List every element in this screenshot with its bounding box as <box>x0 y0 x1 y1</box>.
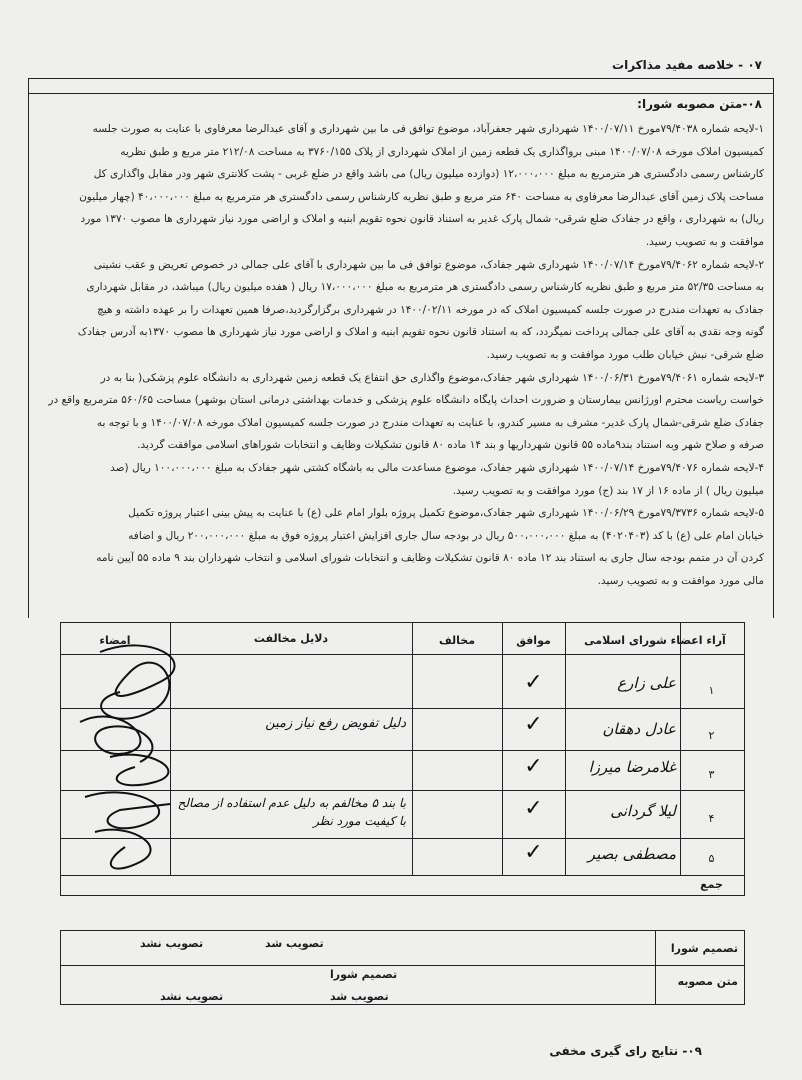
row-number: ۵ <box>708 852 715 865</box>
resolution-line: صرفه و صلاح شهر وبه استناد بند۹ماده ۵۵ قانون شهرداریها و بند ۱۴ ماده ۸۰ قانون تشکیلات وظایف و انتخابات شوراهای اسلامی موافقت گردید. <box>137 439 764 452</box>
resolution-line: کمیسیون املاک مورخه ۱۴۰۰/۰۷/۰۸ مبنی برواگذاری یک قطعه زمین از املاک شهرداری از پلاک ۳۷۶۰/۱۵۵ به مساحت ۲۱۲/۰۸ متر مربع و طبق نظریه <box>120 145 764 158</box>
decision-approved: تصویب شد <box>265 937 324 950</box>
section7-top-rule <box>28 78 773 79</box>
resolution-line: جفادک ضلع شرقی-شمال پارک غدیر- مشرف به مسیر کندرو، با عنایت به تعهدات مندرج در صورت جلسه کمیسیون املاک مورخه ۱۴۰۰/۰۷/۰۸ و با توجه به <box>96 416 764 429</box>
resolution-not-approved: تصویب نشد <box>160 990 224 1003</box>
signature-mark <box>110 755 168 786</box>
section7-title: ۰۷ - خلاصه مفید مذاکرات <box>612 58 762 72</box>
section-right-border <box>773 78 774 618</box>
section8-title: ۰۸-متن مصوبه شورا: <box>637 97 762 111</box>
row-number: ۳ <box>708 768 715 781</box>
row-number: ۱ <box>708 684 715 697</box>
resolution-line: کارشناس رسمی دادگستری هر مترمربع به مبلغ ۱۲،۰۰۰،۰۰۰ (دوازده میلیون ریال) می باشد واقع در ضلع غربی - پشت کلانتری شهر ودر مقابل واگذاری کل <box>93 168 764 181</box>
agree-check: ✓ <box>524 840 543 865</box>
resolution-line: خواست ریاست محترم اورژانس بیمارستان و ضرورت احداث پایگاه دانشگاه علوم پزشکی و خدمات بهداشتی درمانی استان بوشهر) مساحت ۵۶۰/۶۵ مترمربع واقع در <box>48 394 764 407</box>
header-agree: موافق <box>516 634 551 647</box>
votes-col-rule <box>565 622 566 876</box>
votes-col-rule <box>412 622 413 876</box>
resolution-line: موافقت و به تصویب رسید. <box>645 235 764 248</box>
section9-title: ۰۹- نتایج رای گیری مخفی <box>549 1044 702 1058</box>
resolution-line: ۵-لایحه شماره ۷۹/۳۷۳۶مورخ ۱۴۰۰/۰۶/۲۹ شهرداری شهر جفادک،موضوع تکمیل پروژه بلوار امام علی (ع) با عنایت به پیش بینی اعتبار پروژه تکمیل <box>128 507 764 520</box>
header-signature: امضاء <box>99 634 131 647</box>
agree-check: ✓ <box>524 754 543 779</box>
resolution-line: خیابان امام علی (ع) با کد (۴۰۲۰۴۰۳) به مبلغ ۵۰۰،۰۰۰،۰۰۰ ریال در بودجه سال جاری افزایش اعتبار پروژه فوق به مبلغ ۲۰۰،۰۰۰،۰۰۰ ریال و اضافه <box>128 529 764 542</box>
votes-col-rule <box>680 622 681 876</box>
decision-row-rule <box>60 965 745 966</box>
member-name: غلامرضا میرزا <box>588 758 676 776</box>
resolution-text-label: متن مصوبه <box>677 975 738 988</box>
header-members: آراء اعضاء شورای اسلامی <box>584 634 726 647</box>
signature-scribbles <box>40 632 210 882</box>
agree-check: ✓ <box>524 670 543 695</box>
resolution-line: به مساحت ۵۲/۳۵ متر مربع و طبق نظریه کارشناس رسمی دادگستری هر مترمربع به مبلغ ۱۷،۰۰۰،۰۰۰ ریال ( هفده میلیون ریال) میباشد، در مقابل شهرداری <box>86 281 764 294</box>
resolution-line: جفادک به تعهدات مندرج در صورت جلسه کمیسیون املاک که در مورخه ۱۴۰۰/۰۲/۱۱ در شهرداری برگزارگردید،صرفا همین تعهدات را بر عهده داشته و هیچ <box>97 303 764 316</box>
resolution-line: ۴-لایحه شماره ۷۹/۴۰۷۶مورخ ۱۴۰۰/۰۷/۱۴ شهرداری شهر جفادک، موضوع مساعدت مالی به باشگاه کشتی شهر جفادک به مبلغ ۱۰۰،۰۰۰،۰۰۰ ریال (صد <box>110 461 764 474</box>
resolution-line: مالی مورد موافقت و به تصویب رسید. <box>597 574 764 587</box>
resolution-approved: تصویب شد <box>330 990 389 1003</box>
agree-check: ✓ <box>524 796 543 821</box>
agree-check: ✓ <box>524 712 543 737</box>
resolution-line: ۳-لایحه شماره ۷۹/۴۰۶۱مورخ ۱۴۰۰/۰۶/۳۱ شهرداری شهر جفادک،موضوع واگذاری حق انتفاع یک قطعه زمین شهرداری به دانشگاه علوم پزشکی( بنا به در <box>100 371 764 384</box>
header-reasons: دلایل مخالفت <box>253 632 329 645</box>
resolution-line: ریال) به شهرداری ، واقع در جفادک ضلع شرقی- شمال پارک غدیر به استناد قانون نحوه تقویم ابنیه و املاک و اراضی مورد نیاز شهرداری ها مصوب ۱۳۷۰ مورد <box>80 213 764 226</box>
decision-not-approved: تصویب نشد <box>140 937 204 950</box>
member-name: عادل دهقان <box>602 720 676 738</box>
resolution-line: ضلع شرقی- نبش خیابان طلب مورد موافقت و به تصویب رسید. <box>486 348 764 361</box>
resolution-body <box>36 118 764 592</box>
member-name: مصطفی بصیر <box>587 845 676 863</box>
signature-mark <box>100 645 175 718</box>
opposition-reason: با بند ۵ مخالفم به دلیل عدم استفاده از مصالح با کیفیت مورد نظر <box>177 796 406 828</box>
resolution-line: گونه وجه نقدی به آقای علی جمالی پرداخت نمیگردد، که به استناد قانون نحوه تقویم ابنیه و املاک و اراضی مورد نیاز شهرداری ها مصوب ۱۳۷۰به آدرس جفادک <box>77 326 764 339</box>
resolution-line: کردن آن در متمم بودجه سال جاری به استناد بند ۱۲ ماده ۸۰ قانون تشکیلات وظایف و انتخابات شورای اسلامی و انتخاب شهرداران بند ۹ ماده ۵۵ آیین نامه <box>96 552 764 565</box>
section-left-border <box>28 78 29 618</box>
row-number: ۲ <box>708 729 715 742</box>
resolution-council-decision: تصمیم شورا <box>330 968 398 981</box>
member-name: لیلا گردانی <box>610 802 676 820</box>
resolution-line: میلیون ریال ) از ماده ۱۶ از ۱۷ بند (ج) مورد موافقت و به تصویب رسید. <box>452 484 764 497</box>
decision-label: تصمیم شورا <box>670 942 738 955</box>
signature-mark <box>85 792 170 828</box>
header-oppose: مخالف <box>438 634 476 647</box>
member-name: علی زارع <box>617 674 676 692</box>
resolution-line: ۲-لایحه شماره ۷۹/۴۰۶۲مورخ ۱۴۰۰/۰۷/۱۴ شهرداری شهر جفادک، موضوع توافق فی ما بین شهرداری با آقای علی جمالی در خصوص تعریض و عقب نشینی <box>93 258 764 271</box>
row-number: ۴ <box>708 812 715 825</box>
resolution-line: مساحت پلاک زمین آقای عبدالرضا معرفاوی به مساحت ۶۴۰ متر مربع و طبق نظریه کارشناس رسمی دادگستری هر مترمربع به مبلغ ۴۰،۰۰۰،۰۰۰ (چهار میلیون <box>79 190 764 203</box>
section8-top-rule <box>28 93 773 94</box>
resolution-line: ۱-لایحه شماره ۷۹/۴۰۳۸مورخ ۱۴۰۰/۰۷/۱۱ شهرداری شهر جعفرآباد، موضوع توافق فی ما بین شهرداری و آقای عبدالرضا معرفاوی با عنایت به صورت جلسه <box>92 123 764 135</box>
opposition-reason: دلیل تفویض رفع نیاز زمین <box>265 716 406 731</box>
decision-col-rule <box>655 930 656 1005</box>
signature-mark <box>95 830 151 869</box>
votes-col-rule <box>502 622 503 876</box>
total-label: جمع <box>700 878 723 891</box>
